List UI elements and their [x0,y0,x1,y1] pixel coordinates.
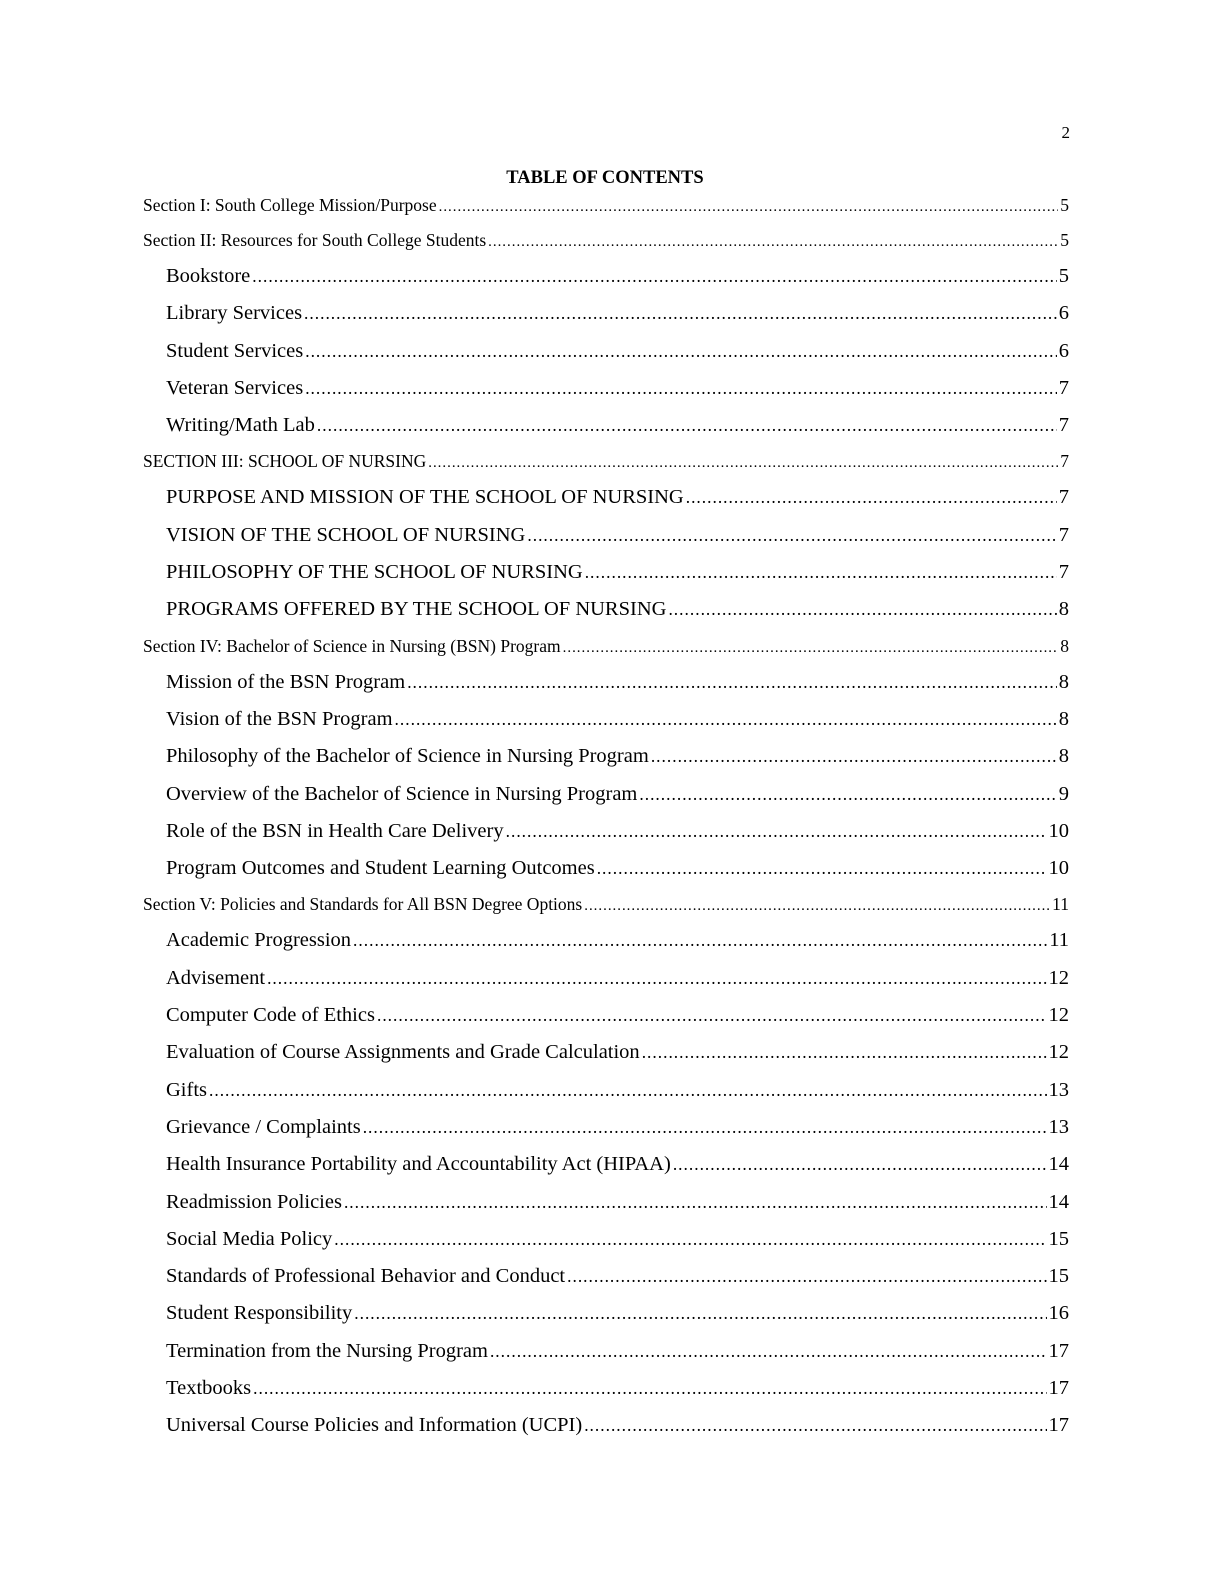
toc-title: TABLE OF CONTENTS [506,168,704,188]
toc-entry-label: Section I: South College Mission/Purpose [143,195,437,215]
toc-subsection-entry[interactable] [143,1221,1069,1258]
toc-entry-label: Academic Progression [166,929,352,952]
toc-entry-page: 17 [1048,1377,1069,1400]
toc-subsection-entry[interactable] [143,997,1069,1034]
toc-subsection-entry[interactable] [143,517,1069,554]
toc-entry-page: 13 [1048,1115,1069,1138]
toc-entry-page: 7 [1058,523,1069,546]
toc-entry-page: 8 [1058,598,1069,621]
toc-dot-leader [584,889,1050,924]
toc-subsection-entry[interactable] [143,333,1069,370]
toc-entry-page: 17 [1048,1339,1069,1362]
toc-subsection-entry[interactable] [143,1146,1069,1183]
toc-entry-page: 5 [1060,230,1069,250]
page-number: 2 [1061,123,1070,142]
toc-dot-leader [490,1333,1047,1370]
toc-entry-label: Textbooks [166,1377,252,1400]
toc-dot-leader [585,554,1057,591]
toc-entry-label: Student Services [166,339,304,362]
toc-subsection-entry[interactable] [143,591,1069,628]
toc-entry-label: Section II: Resources for South College Students [143,230,487,250]
toc-entry-page: 6 [1058,339,1069,362]
toc-dot-leader [344,1184,1047,1221]
toc-dot-leader [686,479,1057,516]
toc-entry-label: VISION OF THE SCHOOL OF NURSING [166,523,526,546]
toc-subsection-entry[interactable] [143,554,1069,591]
toc-section-entry[interactable] [143,887,1069,922]
toc-subsection-entry[interactable] [143,1407,1069,1444]
toc-entry-page: 8 [1060,635,1069,656]
toc-entry-page: 17 [1048,1414,1069,1437]
toc-dot-leader [377,997,1047,1034]
toc-entry-label: Library Services [166,302,303,325]
toc-entry-page: 14 [1048,1153,1069,1176]
toc-section-entry[interactable] [143,629,1069,664]
toc-entry-label: Grievance / Complaints [166,1115,361,1138]
toc-subsection-entry[interactable] [143,1184,1069,1221]
toc-subsection-entry[interactable] [143,370,1069,407]
toc-subsection-entry[interactable] [143,1370,1069,1407]
toc-entry-label: Philosophy of the Bachelor of Science in Nursing Program [166,745,649,768]
toc-subsection-entry[interactable] [143,738,1069,775]
toc-dot-leader [639,776,1056,813]
toc-subsection-entry[interactable] [143,295,1069,332]
toc-entry-label: Computer Code of Ethics [166,1004,375,1027]
toc-subsection-entry[interactable] [143,1034,1069,1071]
toc-dot-leader [253,1370,1046,1407]
toc-entry-label: Vision of the BSN Program [166,707,393,730]
toc-dot-leader [363,1109,1047,1146]
toc-entry-label: Veteran Services [166,376,304,399]
toc-entry-label: Section V: Policies and Standards for All BSN Degree Options [143,894,583,915]
toc-entry-label: Evaluation of Course Assignments and Grade Calculation [166,1041,640,1064]
toc-dot-leader [563,631,1059,666]
toc-dot-leader [642,1034,1047,1071]
toc-dot-leader [597,850,1047,887]
toc-dot-leader [584,1407,1046,1444]
toc-entry-page: 16 [1048,1302,1069,1325]
toc-subsection-entry[interactable] [143,1295,1069,1332]
toc-dot-leader [317,407,1057,444]
toc-dot-leader [428,446,1058,481]
toc-entry-label: Gifts [166,1078,207,1101]
toc-dot-leader [305,370,1057,407]
toc-entry-page: 7 [1058,376,1069,399]
toc-subsection-entry[interactable] [143,701,1069,738]
toc-subsection-entry[interactable] [143,1333,1069,1370]
toc-subsection-entry[interactable] [143,776,1069,813]
toc-section-entry[interactable] [143,223,1069,258]
toc-dot-leader [354,1295,1046,1332]
toc-section-entry[interactable] [143,188,1069,223]
toc-entry-label: Termination from the Nursing Program [166,1339,488,1362]
toc-entry-label: Program Outcomes and Student Learning Outcomes [166,857,595,880]
toc-entry-label: Mission of the BSN Program [166,670,406,693]
toc-dot-leader [353,922,1047,959]
toc-entry-label: Universal Course Policies and Information (UCPI) [166,1414,583,1437]
toc-entry-page: 8 [1058,670,1069,693]
toc-entry-page: 15 [1048,1265,1069,1288]
toc-entry-page: 15 [1048,1227,1069,1250]
toc-dot-leader [252,258,1056,295]
toc-dot-leader [506,813,1047,850]
toc-entry-label: Overview of the Bachelor of Science in Nursing Program [166,782,638,805]
toc-entry-page: 7 [1060,451,1069,472]
toc-subsection-entry[interactable] [143,850,1069,887]
toc-entry-page: 13 [1048,1078,1069,1101]
toc-entry-page: 8 [1058,707,1069,730]
toc-dot-leader [395,701,1057,738]
toc-entry-page: 10 [1048,857,1069,880]
toc-dot-leader [407,664,1057,701]
toc-entry-page: 9 [1058,782,1069,805]
toc-subsection-entry[interactable] [143,922,1069,959]
toc-entry-page: 7 [1058,414,1069,437]
toc-entry-label: Bookstore [166,265,251,287]
toc-dot-leader [527,517,1056,554]
toc-entry-label: Standards of Professional Behavior and Conduct [166,1265,566,1288]
toc-entry-page: 8 [1058,745,1069,768]
toc-entry-page: 11 [1052,894,1069,915]
toc-subsection-entry[interactable] [143,1258,1069,1295]
toc-entry-page: 14 [1048,1190,1069,1213]
toc-entry-page: 12 [1048,1004,1069,1027]
toc-entry-label: Readmission Policies [166,1190,342,1213]
toc-entry-page: 5 [1060,195,1069,215]
toc-dot-leader [668,591,1056,628]
toc-dot-leader [673,1146,1047,1183]
toc-entry-label: Writing/Math Lab [166,414,315,437]
toc-entry-label: Student Responsibility [166,1302,353,1325]
toc-entry-label: PURPOSE AND MISSION OF THE SCHOOL OF NURSING [166,486,684,509]
toc-entry-label: Social Media Policy [166,1227,333,1250]
toc-entry-label: Role of the BSN in Health Care Delivery [166,819,504,842]
toc-entry-page: 11 [1049,929,1069,952]
toc-entry-label: SECTION III: SCHOOL OF NURSING [143,451,427,472]
toc-entry-label: Health Insurance Portability and Accountability Act (HIPAA) [166,1153,671,1176]
toc-entry-page: 12 [1048,966,1069,989]
toc-subsection-entry[interactable] [143,258,1069,295]
toc-dot-leader [304,295,1057,332]
toc-entry-page: 12 [1048,1041,1069,1064]
toc-dot-leader [334,1221,1046,1258]
toc-entry-label: Section IV: Bachelor of Science in Nursing (BSN) Program [143,635,561,656]
toc-dot-leader [488,225,1058,260]
toc-dot-leader [305,333,1057,370]
toc-dot-leader [439,190,1059,225]
toc-dot-leader [651,738,1057,775]
toc-entry-label: PHILOSOPHY OF THE SCHOOL OF NURSING [166,561,583,584]
toc-entry-label: Advisement [166,966,266,989]
toc-section-entry[interactable] [143,444,1069,479]
toc-entry-label: PROGRAMS OFFERED BY THE SCHOOL OF NURSING [166,598,667,621]
toc-entry-page: 6 [1058,302,1069,325]
toc-entry-page: 7 [1058,561,1069,584]
toc-subsection-entry[interactable] [143,479,1069,516]
toc-subsection-entry[interactable] [143,1072,1069,1109]
toc-entry-page: 7 [1058,486,1069,509]
toc-subsection-entry[interactable] [143,407,1069,444]
toc-subsection-entry[interactable] [143,1109,1069,1146]
toc-subsection-entry[interactable] [143,664,1069,701]
toc-entry-page: 5 [1058,265,1069,287]
toc-list [143,188,1069,1445]
toc-dot-leader [209,1072,1047,1109]
toc-subsection-entry[interactable] [143,813,1069,850]
toc-entry-page: 10 [1048,819,1069,842]
toc-dot-leader [567,1258,1046,1295]
toc-dot-leader [267,960,1046,997]
toc-subsection-entry[interactable] [143,960,1069,997]
